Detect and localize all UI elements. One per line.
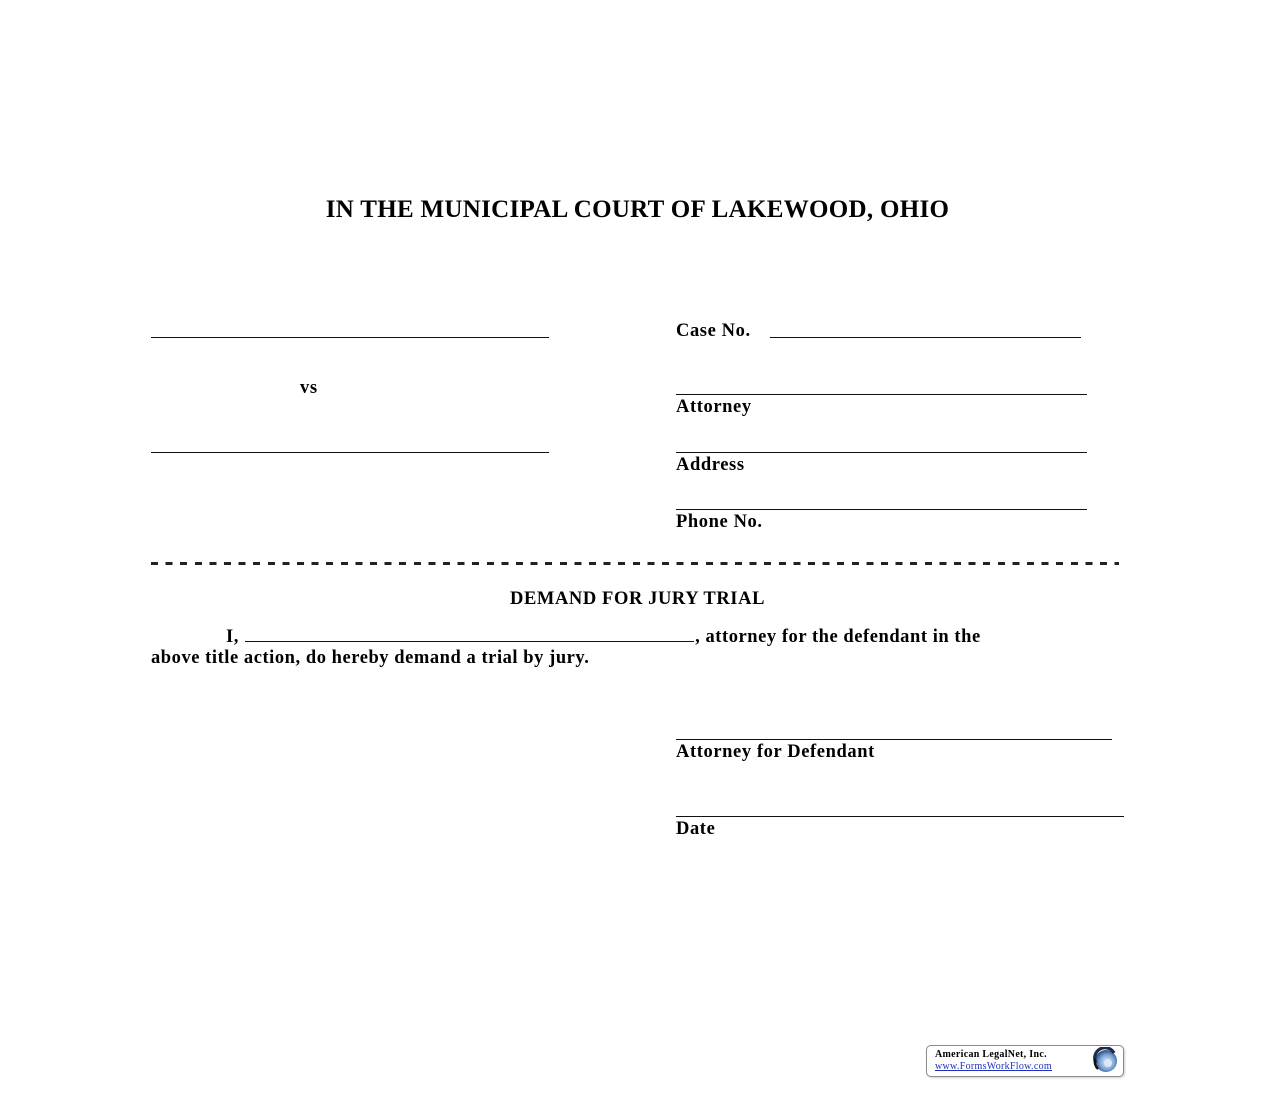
attorney-for-defendant-label: Attorney for Defendant [676,742,875,762]
attorney-name-blank[interactable] [245,627,694,642]
badge-url-link[interactable]: www.FormsWorkFlow.com [935,1061,1052,1072]
court-title: IN THE MUNICIPAL COURT OF LAKEWOOD, OHIO [325,196,950,223]
case-no-blank-line[interactable] [770,337,1081,338]
attorney-signature-line[interactable] [676,739,1112,740]
american-legalnet-badge[interactable] [926,1045,1124,1077]
demand-suffix: , attorney for the defendant in the [695,627,981,647]
plaintiff-blank-line[interactable] [151,337,549,338]
globe-swirl-icon [1090,1047,1120,1075]
attorney-blank-line[interactable] [676,394,1087,395]
phone-blank-line[interactable] [676,509,1087,510]
demand-line-1 [226,627,981,648]
address-blank-line[interactable] [676,452,1087,453]
address-label: Address [676,455,745,475]
phone-label: Phone No. [676,512,763,532]
versus-label: vs [300,378,318,398]
date-blank-line[interactable] [676,816,1124,817]
demand-line-2: above title action, do hereby demand a trial by jury. [151,648,590,668]
dashed-separator [151,562,1119,565]
case-no-label: Case No. [676,321,751,341]
demand-prefix: I, [226,627,239,647]
badge-company-name: American LegalNet, Inc. [935,1049,1047,1060]
attorney-label: Attorney [676,397,752,417]
defendant-blank-line[interactable] [151,452,549,453]
date-label: Date [676,819,716,839]
form-title: DEMAND FOR JURY TRIAL [509,589,766,609]
